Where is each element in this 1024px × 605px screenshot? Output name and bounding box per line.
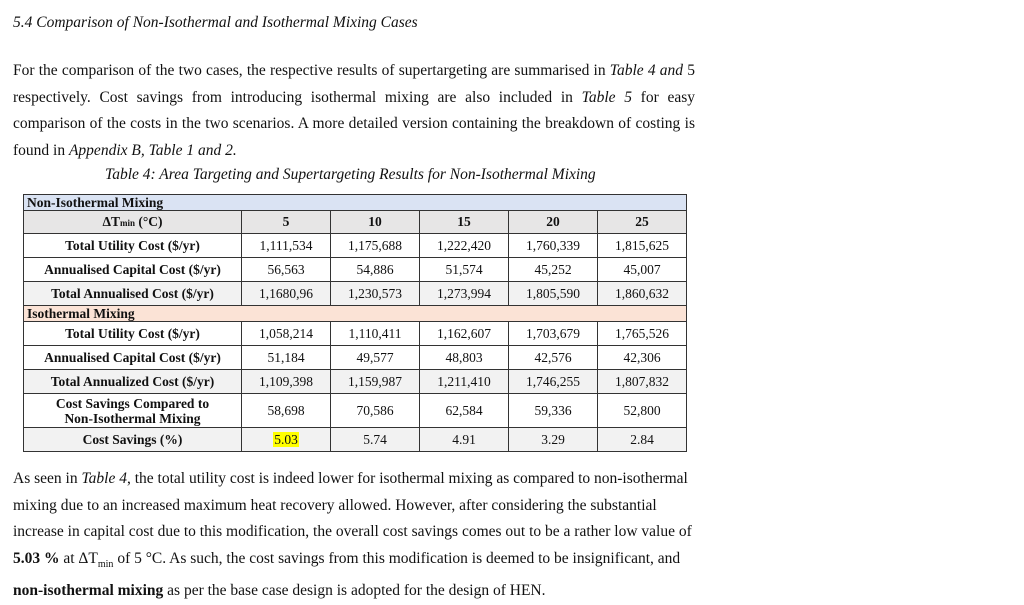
appendix-reference: Appendix B, Table 1 and 2. xyxy=(68,141,237,159)
column-header: 20 xyxy=(509,211,598,234)
table-row xyxy=(24,322,687,346)
table-cell: 70,586 xyxy=(331,394,420,428)
table-5-reference: Table 5 xyxy=(581,88,632,106)
section-heading: 5.4 Comparison of Non-Isothermal and Isothermal Mixing Cases xyxy=(13,14,418,31)
table-cell: 2.84 xyxy=(598,428,687,452)
table-cell: 1,110,411 xyxy=(331,322,420,346)
non-isothermal-section-header xyxy=(24,195,687,211)
table-cell: 58,698 xyxy=(242,394,331,428)
delta-t-subscript: min xyxy=(119,218,135,228)
conclusion-paragraph xyxy=(13,466,703,605)
table-row xyxy=(24,428,687,452)
table-4-reference: Table 4 and xyxy=(609,62,684,79)
row-label xyxy=(24,394,242,428)
table-cell: 1,159,987 xyxy=(331,370,420,394)
table-cell: 1,058,214 xyxy=(242,322,331,346)
column-header: 10 xyxy=(331,211,420,234)
savings-percent-bold: 5.03 % xyxy=(13,549,60,567)
conclusion-text-4: of 5 °C. As such, the cost savings from this modification is deemed to be insignificant, and xyxy=(113,549,681,567)
table-cell: 1,703,679 xyxy=(509,322,598,346)
table-cell: 49,577 xyxy=(331,346,420,370)
intro-text-3: for easy comparison of the costs in the two scenarios. A more detailed version containing the breakdown of costing is found in xyxy=(13,88,695,159)
table-4-reference: Table 4 xyxy=(81,470,127,487)
table-row xyxy=(24,282,687,306)
intro-paragraph xyxy=(13,58,695,164)
table-cell: 62,584 xyxy=(420,394,509,428)
table-row xyxy=(24,394,687,428)
table-cell: 5.74 xyxy=(331,428,420,452)
table-cell: 1,111,534 xyxy=(242,234,331,258)
table-row xyxy=(24,258,687,282)
row-label: Total Annualised Cost ($/yr) xyxy=(24,282,242,306)
table-cell: 4.91 xyxy=(420,428,509,452)
table-cell: 1,805,590 xyxy=(509,282,598,306)
table-cell: 1,230,573 xyxy=(331,282,420,306)
row-label: Total Utility Cost ($/yr) xyxy=(24,234,242,258)
conclusion-text-2: , the total utility cost is indeed lower for isothermal mixing as compared to non-isothermal mixing due to an increased maximum heat recovery allowed. However, after considering the substantial increase in capital cost due to this modification, the overall cost savings comes out to be a rather low value of xyxy=(13,470,692,541)
delta-t-min-header xyxy=(24,211,242,234)
conclusion-text-3: at ΔT xyxy=(59,549,98,567)
highlighted-value: 5.03 xyxy=(274,431,298,447)
table-cell: 1,765,526 xyxy=(598,322,687,346)
row-label: Annualised Capital Cost ($/yr) xyxy=(24,258,242,282)
row-label: Annualised Capital Cost ($/yr) xyxy=(24,346,242,370)
table-cell: 45,007 xyxy=(598,258,687,282)
row-label: Total Utility Cost ($/yr) xyxy=(24,322,242,346)
table-cell: 42,576 xyxy=(509,346,598,370)
row-label-line-1: Cost Savings Compared to xyxy=(55,395,210,411)
isothermal-section-header xyxy=(24,306,687,322)
table-cell: 51,184 xyxy=(242,346,331,370)
table-cell: 1,807,832 xyxy=(598,370,687,394)
table-cell: 42,306 xyxy=(598,346,687,370)
table-cell: 1,222,420 xyxy=(420,234,509,258)
conclusion-text-5: as per the base case design is adopted for the design of HEN. xyxy=(163,582,546,600)
column-header: 25 xyxy=(598,211,687,234)
table-cell xyxy=(242,428,331,452)
table-cell: 1,211,410 xyxy=(420,370,509,394)
delta-t-text: ΔT xyxy=(102,214,120,229)
results-table xyxy=(23,194,687,452)
delta-t-unit: (°C) xyxy=(134,214,163,229)
conclusion-text-1: As seen in xyxy=(13,470,82,487)
table-cell: 48,803 xyxy=(420,346,509,370)
table-cell: 1,860,632 xyxy=(598,282,687,306)
table-row xyxy=(24,370,687,394)
table-row xyxy=(24,346,687,370)
isothermal-label: Isothermal Mixing xyxy=(24,306,687,322)
table-cell: 1,815,625 xyxy=(598,234,687,258)
table-cell: 1,273,994 xyxy=(420,282,509,306)
table-cell: 1,760,339 xyxy=(509,234,598,258)
min-subscript: min xyxy=(97,558,114,570)
row-label: Total Annualized Cost ($/yr) xyxy=(24,370,242,394)
table-cell: 56,563 xyxy=(242,258,331,282)
row-label-line-2: Non-Isothermal Mixing xyxy=(64,410,201,426)
column-header: 5 xyxy=(242,211,331,234)
table-cell: 1,746,255 xyxy=(509,370,598,394)
column-header: 15 xyxy=(420,211,509,234)
table-cell: 1,162,607 xyxy=(420,322,509,346)
table-cell: 52,800 xyxy=(598,394,687,428)
column-header-row xyxy=(24,211,687,234)
table-caption: Table 4: Area Targeting and Supertargeting Results for Non-Isothermal Mixing xyxy=(105,166,596,183)
non-isothermal-label: Non-Isothermal Mixing xyxy=(24,195,687,211)
table-cell: 1,175,688 xyxy=(331,234,420,258)
table-cell: 59,336 xyxy=(509,394,598,428)
table-cell: 51,574 xyxy=(420,258,509,282)
table-row xyxy=(24,234,687,258)
table-cell: 1,109,398 xyxy=(242,370,331,394)
table-cell: 1,1680,96 xyxy=(242,282,331,306)
table-cell: 3.29 xyxy=(509,428,598,452)
intro-text-2: 5 respectively. Cost savings from introducing isothermal mixing are also included in xyxy=(13,62,696,106)
non-isothermal-bold: non-isothermal mixing xyxy=(13,582,164,600)
row-label: Cost Savings (%) xyxy=(24,428,242,452)
table-cell: 45,252 xyxy=(509,258,598,282)
table-cell: 54,886 xyxy=(331,258,420,282)
intro-text-1: For the comparison of the two cases, the respective results of supertargeting are summarised in xyxy=(13,62,610,79)
